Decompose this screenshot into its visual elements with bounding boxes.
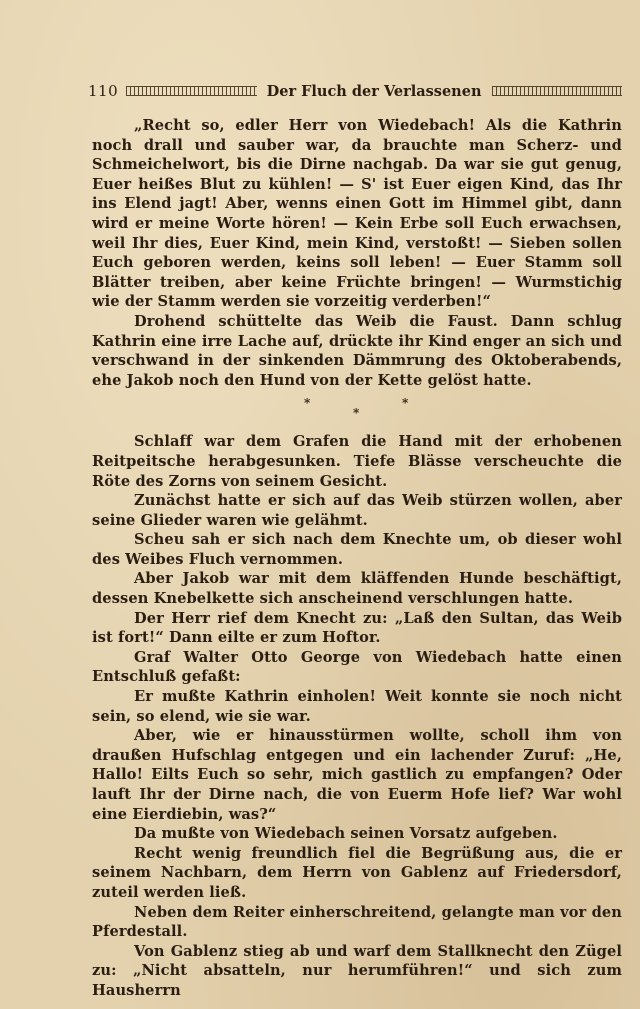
paragraph: Er mußte Kathrin einholen! Weit konnte sie noch nicht sein, so elend, wie sie war. [92, 688, 622, 725]
running-head [88, 80, 622, 102]
paragraph: Neben dem Reiter einherschreitend, gelangte man vor den Pferdestall. [92, 903, 622, 941]
paragraph: Graf Walter Otto George von Wiedebach hatte einen Entschluß gefaßt: [92, 648, 622, 686]
asterisk-ornament: * [402, 396, 409, 411]
paragraph: Der Herr rief dem Knecht zu: „Laß den Sultan, das Weib ist fort!“ Dann eilte er zum Hoftor. [92, 609, 622, 647]
asterisk-ornament: * [353, 406, 360, 421]
paragraph: Da mußte von Wiedebach seinen Vorsatz aufgeben. [134, 825, 558, 843]
section-separator [92, 390, 622, 432]
paragraph: Recht wenig freundlich fiel die Begrüßung aus, die er seinem Nachbarn, dem Herrn von Gablenz auf Friedersdorf, zuteil werden ließ. [92, 844, 622, 901]
ornament-border-right [492, 86, 623, 96]
paragraph: Aber, wie er hinausstürmen wollte, scholl ihm von draußen Hufschlag entgegen und ein lachender Zuruf: „He, Hallo! Eilts Euch so sehr, mich gastlich zu empfangen? Oder lauft Ihr der Dirne nach, die von Euerm Hofe lief? War wohl eine Eierdiebin, was?“ [92, 727, 622, 823]
asterisk-ornament: * [304, 396, 311, 411]
paragraph: Schlaff war dem Grafen die Hand mit der erhobenen Reitpeitsche herabgesunken. Tiefe Blässe verscheuchte die Röte des Zorns von seinem Gesicht. [92, 433, 622, 490]
ornament-border-left [126, 86, 257, 96]
paragraph: Scheu sah er sich nach dem Knechte um, ob dieser wohl des Weibes Fluch vernommen. [92, 531, 622, 568]
running-title: Der Fluch der Verlassenen [266, 82, 482, 100]
paragraph: Drohend schüttelte das Weib die Faust. Dann schlug Kathrin eine irre Lache auf, drückte ihr Kind enger an sich und verschwand in der sinkenden Dämmrung des Oktoberabends, ehe Jakob noch den Hund von der Kette gelöst hatte. [92, 312, 622, 389]
paragraph: Aber Jakob war mit dem kläffenden Hunde beschäftigt, dessen Knebelkette sich anscheinend verschlungen hatte. [92, 570, 622, 608]
body-text [92, 116, 622, 1001]
paragraph: Von Gablenz stieg ab und warf dem Stallknecht den Zügel zu: „Nicht absatteln, nur herumführen!“ und sich zum Hausherrn [92, 942, 622, 999]
paragraph: „Recht so, edler Herr von Wiedebach! Als die Kathrin noch drall und sauber war, da brauchte man Scherz- und Schmeichelwort, bis die Dirne nachgab. Da war sie gut genug, Euer heißes Blut zu kühlen! — S' ist Euer eigen Kind, das Ihr ins Elend jagt! Aber, wenns einen Gott im Himmel gibt, dann wird er meine Worte hören! — Kein Erbe soll Euch erwachsen, weil Ihr dies, Euer Kind, mein Kind, verstoßt! — Sieben sollen Euch geboren werden, keins soll leben! — Euer Stamm soll Blätter treiben, aber keine Früchte bringen! — Wurmstichig wie der Stamm werden sie vorzeitig verderben!“ [92, 117, 622, 311]
page-number: 110 [88, 82, 119, 100]
paragraph: Zunächst hatte er sich auf das Weib stürzen wollen, aber seine Glieder waren wie gelähmt. [92, 492, 622, 529]
